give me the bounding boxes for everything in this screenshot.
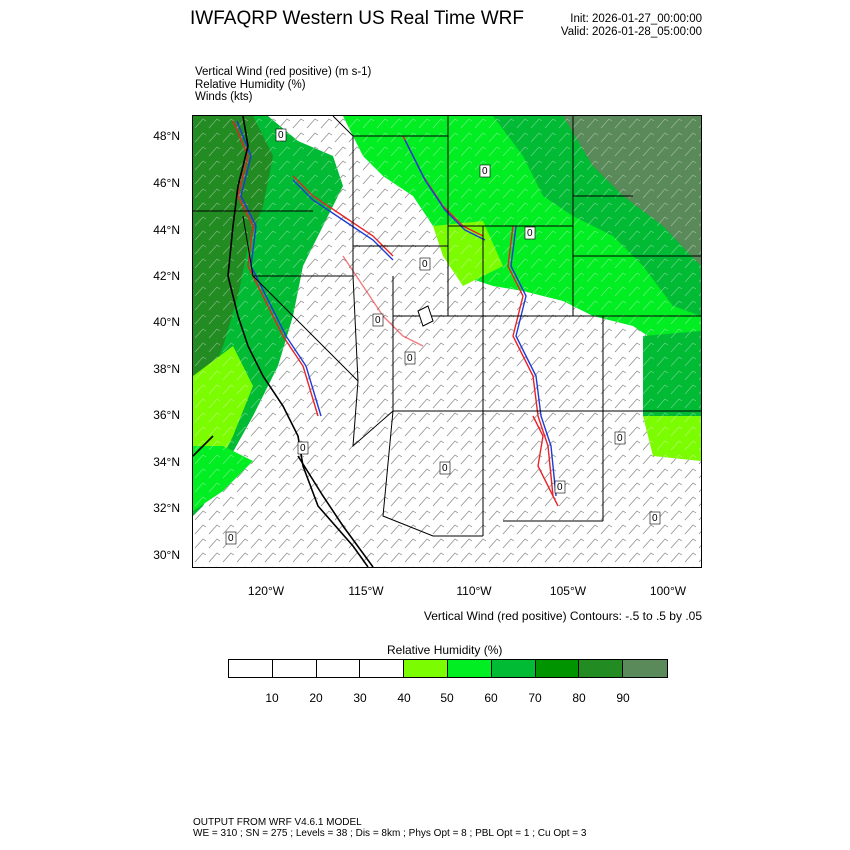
- lat-label: 32°N: [153, 501, 180, 515]
- colorbar-label: 90: [616, 691, 630, 705]
- colorbar-label: 10: [265, 691, 279, 705]
- plot-title: IWFAQRP Western US Real Time WRF: [190, 8, 524, 29]
- lon-label: 115°W: [348, 584, 384, 598]
- contour-zero-label: [298, 442, 308, 454]
- svg-text:0: 0: [527, 228, 533, 239]
- contour-note: Vertical Wind (red positive) Contours: -.5 to .5 by .05: [423, 609, 702, 623]
- lon-label: 105°W: [549, 584, 587, 598]
- contour-zero-label: [440, 462, 450, 474]
- colorbar-box: [404, 660, 448, 677]
- colorbar-box: [536, 660, 580, 677]
- map-canvas: [193, 116, 701, 567]
- lat-label: 40°N: [153, 315, 180, 329]
- svg-text:0: 0: [482, 166, 488, 177]
- lon-label: 110°W: [456, 584, 492, 598]
- svg-text:0: 0: [407, 353, 413, 364]
- contour-zero-label: [480, 165, 490, 177]
- contour-zero-label: [615, 432, 625, 444]
- svg-text:0: 0: [442, 463, 448, 474]
- lat-label: 34°N: [153, 455, 180, 469]
- colorbar-label: 40: [397, 691, 411, 705]
- colorbar-label: 70: [528, 691, 542, 705]
- colorbar-box: [317, 660, 361, 677]
- contour-zero-label: [525, 227, 535, 239]
- footer-model: OUTPUT FROM WRF V4.6.1 MODEL: [193, 817, 362, 828]
- lon-label: 100°W: [649, 584, 687, 598]
- svg-text:0: 0: [557, 482, 563, 493]
- contour-zero-label: [276, 129, 286, 141]
- colorbar-box: [579, 660, 623, 677]
- footer-config: WE = 310 ; SN = 275 ; Levels = 38 ; Dis = 8km ; Phys Opt = 8 ; PBL Opt = 1 ; Cu Opt = 3: [193, 828, 587, 839]
- lat-label: 44°N: [153, 223, 180, 237]
- colorbar-box: [360, 660, 404, 677]
- svg-text:0: 0: [278, 130, 284, 141]
- colorbar-label: 30: [353, 691, 367, 705]
- init-valid-times: [561, 13, 702, 39]
- colorbar: [228, 659, 668, 678]
- colorbar-box: [273, 660, 317, 677]
- valid-time: Valid: 2026-01-28_05:00:00: [560, 26, 702, 38]
- map-panel: [192, 115, 702, 568]
- lat-label: 42°N: [153, 269, 180, 283]
- colorbar-label: 80: [572, 691, 586, 705]
- svg-text:0: 0: [228, 533, 234, 544]
- colorbar-label: 20: [309, 691, 323, 705]
- colorbar-title: Relative Humidity (%): [387, 643, 503, 657]
- model-footer: [193, 817, 586, 839]
- colorbar-box: [448, 660, 492, 677]
- lat-label: 36°N: [153, 408, 180, 422]
- contour-zero-label: [650, 512, 660, 524]
- lon-label: 120°W: [247, 584, 285, 598]
- contour-zero-label: [405, 352, 415, 364]
- var-vertical-wind: Vertical Wind (red positive) (m s-1): [195, 66, 372, 78]
- var-relative-humidity: Relative Humidity (%): [195, 78, 306, 91]
- svg-text:0: 0: [375, 315, 381, 326]
- colorbar-label: 60: [484, 691, 498, 705]
- lat-label: 30°N: [153, 548, 180, 562]
- lat-label: 38°N: [153, 362, 180, 376]
- colorbar-box: [623, 660, 667, 677]
- colorbar-label: 50: [440, 691, 454, 705]
- svg-text:0: 0: [617, 433, 623, 444]
- colorbar-box: [492, 660, 536, 677]
- svg-text:0: 0: [300, 443, 306, 454]
- contour-zero-label: [555, 481, 565, 493]
- contour-zero-label: [226, 532, 236, 544]
- variable-legend: [195, 66, 371, 104]
- colorbar-box: [229, 660, 273, 677]
- var-winds: Winds (kts): [195, 91, 253, 103]
- init-time: Init: 2026-01-27_00:00:00: [570, 13, 702, 25]
- contour-zero-label: [373, 314, 383, 326]
- lat-label: 46°N: [153, 176, 180, 190]
- svg-text:0: 0: [422, 259, 428, 270]
- lat-label: 48°N: [153, 129, 180, 143]
- contour-zero-label: [420, 258, 430, 270]
- svg-text:0: 0: [652, 513, 658, 524]
